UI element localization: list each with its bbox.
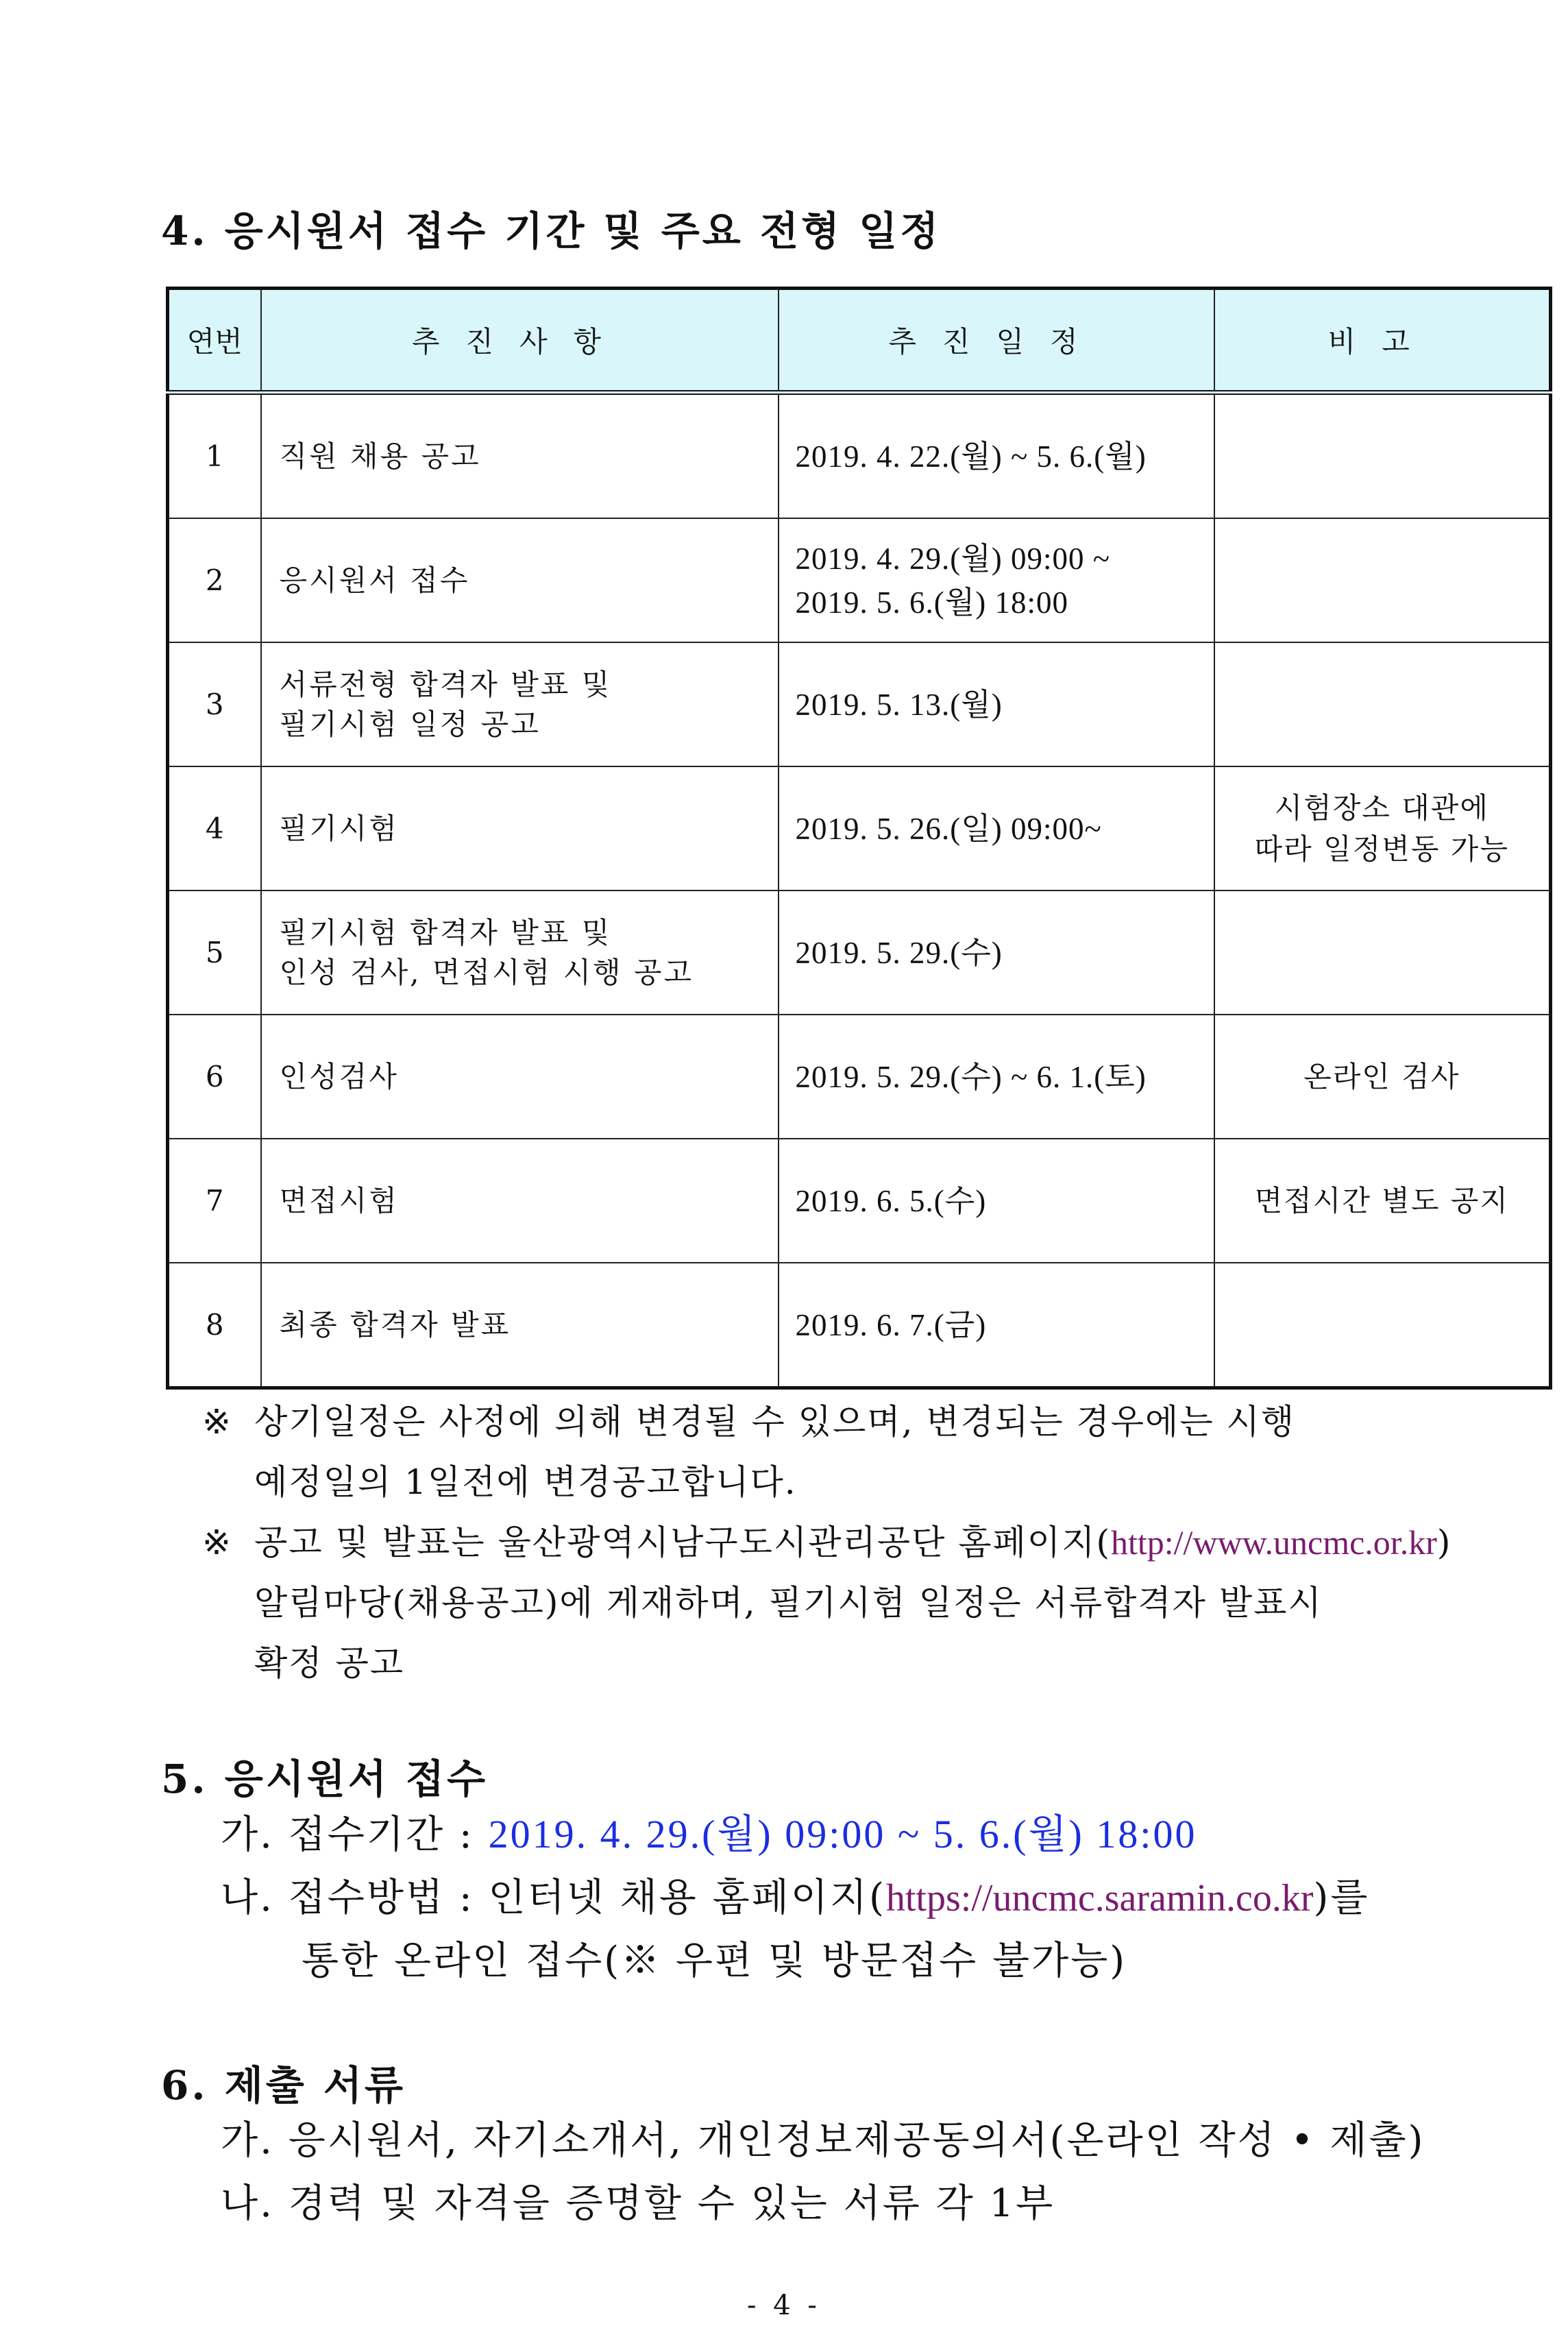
cell-note	[1214, 1015, 1551, 1139]
cell-note	[1214, 642, 1551, 766]
document-item-1: 가. 응시원서, 자기소개서, 개인정보제공동의서(온라인 작성 • 제출)	[221, 2118, 1425, 2163]
cell-date	[779, 766, 1214, 891]
cell-item	[261, 1139, 779, 1263]
cell-item	[261, 642, 779, 766]
cell-date-line: 2019. 6. 7.(금)	[795, 1307, 987, 1342]
note-text: 예정일의 1일전에 변경공고합니다.	[254, 1462, 797, 1502]
cell-item-line: 최종 합격자 발표	[279, 1307, 511, 1342]
note-line	[202, 1452, 1451, 1512]
cell-date	[779, 1263, 1214, 1388]
note-text: 확정 공고	[254, 1643, 405, 1683]
cell-number: 5	[168, 891, 261, 1015]
cell-number: 4	[168, 766, 261, 891]
cell-item-line: 응시원서 접수	[279, 563, 470, 597]
cell-note	[1214, 393, 1551, 519]
section5-title: 5. 응시원서 접수	[161, 1756, 489, 1802]
table-row	[168, 1263, 1551, 1388]
cell-note	[1214, 1139, 1551, 1263]
cell-item-line: 면접시험	[279, 1183, 399, 1217]
cell-item	[261, 393, 779, 519]
cell-note-line: 시험장소 대관에	[1274, 790, 1489, 825]
note-text: 공고 및 발표는 울산광역시남구도시관리공단 홈페이지(	[254, 1523, 1111, 1562]
reference-mark: ※	[202, 1402, 232, 1442]
cell-date	[779, 393, 1214, 519]
note-text: 상기일정은 사정에 의해 변경될 수 있으며, 변경되는 경우에는 시행	[254, 1402, 1296, 1442]
cell-number: 3	[168, 642, 261, 766]
section6-title: 6. 제출 서류	[161, 2062, 406, 2109]
cell-date-line: 2019. 5. 26.(일) 09:00~	[795, 811, 1102, 846]
cell-number: 1	[168, 393, 261, 519]
cell-date-line: 2019. 5. 29.(수)	[795, 935, 1003, 970]
cell-item-line: 서류전형 합격자 발표 및	[279, 667, 612, 701]
cell-date-line: 2019. 5. 13.(월)	[795, 687, 1003, 722]
schedule-table	[166, 287, 1552, 1390]
table-header-row	[168, 289, 1551, 393]
note-text: )	[1436, 1523, 1452, 1562]
cell-note	[1214, 518, 1551, 642]
table-row	[168, 1015, 1551, 1139]
cell-date	[779, 642, 1214, 766]
header-date: 추진일정	[779, 289, 1214, 393]
cell-note	[1214, 766, 1551, 891]
cell-date	[779, 1015, 1214, 1139]
cell-item-line: 직원 채용 공고	[279, 439, 481, 473]
cell-note-line: 면접시간 별도 공지	[1254, 1183, 1509, 1217]
cell-date	[779, 518, 1214, 642]
header-item: 추진사항	[261, 289, 779, 393]
cell-number: 2	[168, 518, 261, 642]
period-value: 2019. 4. 29.(월) 09:00 ~ 5. 6.(월) 18:00	[488, 1812, 1197, 1856]
cell-date-line: 2019. 4. 22.(월) ~ 5. 6.(월)	[795, 439, 1147, 474]
cell-note-line: 따라 일정변동 가능	[1254, 832, 1509, 866]
table-row	[168, 891, 1551, 1015]
application-period	[221, 1803, 1369, 1867]
application-method	[221, 1867, 1369, 1930]
cell-date-line: 2019. 5. 29.(수) ~ 6. 1.(토)	[795, 1059, 1147, 1094]
method-label: 나. 접수방법 : 인터넷 채용 홈페이지(	[221, 1876, 886, 1920]
period-label: 가. 접수기간 :	[221, 1813, 489, 1857]
cell-item	[261, 1015, 779, 1139]
cell-item	[261, 518, 779, 642]
cell-date-line: 2019. 5. 6.(월) 18:00	[795, 585, 1068, 620]
page-number: - 4 -	[747, 2290, 821, 2321]
table-row	[168, 518, 1551, 642]
cell-note	[1214, 891, 1551, 1015]
cell-date	[779, 1139, 1214, 1263]
section6-body	[221, 2109, 1425, 2236]
cell-date	[779, 891, 1214, 1015]
cell-item-line: 인성검사	[279, 1059, 399, 1093]
cell-date-line: 2019. 4. 29.(월) 09:00 ~	[795, 541, 1111, 576]
section4-title: 4. 응시원서 접수 기간 및 주요 전형 일정	[161, 208, 942, 254]
header-note: 비고	[1214, 289, 1551, 393]
recruit-site-link[interactable]: https://uncmc.saramin.co.kr	[885, 1877, 1314, 1919]
cell-note-line: 온라인 검사	[1303, 1059, 1460, 1093]
header-number: 연번	[168, 289, 261, 393]
cell-note	[1214, 1263, 1551, 1388]
cell-number: 7	[168, 1139, 261, 1263]
cell-item	[261, 1263, 779, 1388]
cell-item-line: 필기시험 일정 공고	[279, 707, 541, 741]
table-row	[168, 642, 1551, 766]
cell-item	[261, 891, 779, 1015]
table-row	[168, 393, 1551, 519]
cell-number: 6	[168, 1015, 261, 1139]
cell-item-line: 인성 검사, 면접시험 시행 공고	[279, 955, 694, 989]
method-text: )를	[1313, 1876, 1370, 1920]
note-text: 알림마당(채용공고)에 게재하며, 필기시험 일정은 서류합격자 발표시	[254, 1583, 1323, 1623]
reference-mark: ※	[202, 1523, 232, 1562]
note-line	[202, 1512, 1451, 1573]
table-row	[168, 1139, 1551, 1263]
cell-item	[261, 766, 779, 891]
cell-item-line: 필기시험	[279, 811, 399, 845]
note-line	[202, 1573, 1451, 1633]
schedule-notes	[202, 1392, 1451, 1693]
note-line	[202, 1392, 1451, 1452]
document-item-2: 나. 경력 및 자격을 증명할 수 있는 서류 각 1부	[221, 2181, 1055, 2226]
application-method-line2: 통한 온라인 접수(※ 우편 및 방문접수 불가능)	[302, 1939, 1127, 1983]
homepage-link[interactable]: http://www.uncmc.or.kr	[1110, 1523, 1437, 1562]
table-row	[168, 766, 1551, 891]
cell-item-line: 필기시험 합격자 발표 및	[279, 915, 612, 949]
note-line	[202, 1633, 1451, 1693]
cell-number: 8	[168, 1263, 261, 1388]
section5-body	[221, 1803, 1369, 1993]
cell-date-line: 2019. 6. 5.(수)	[795, 1183, 987, 1218]
